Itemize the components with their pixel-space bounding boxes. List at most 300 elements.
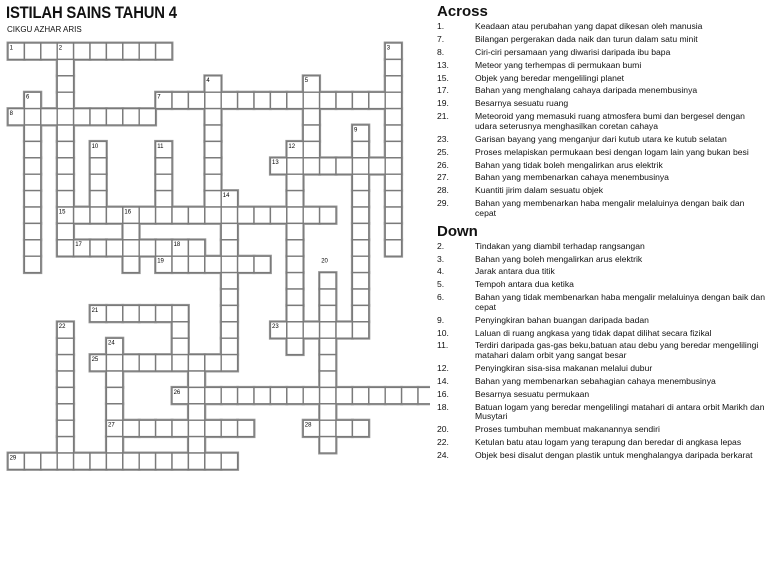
grid-cell[interactable] — [385, 240, 401, 256]
clue-text: Laluan di ruang angkasa yang tidak dapat dilihat secara fizikal — [475, 327, 712, 338]
grid-cell[interactable] — [188, 371, 204, 387]
grid-cell[interactable] — [238, 420, 254, 436]
grid-cell[interactable] — [57, 76, 73, 92]
grid-cell[interactable] — [287, 240, 303, 256]
grid-cell[interactable] — [238, 256, 254, 272]
grid-cell[interactable] — [336, 322, 352, 338]
puzzle-title: ISTILAH SAINS TAHUN 4 — [6, 4, 177, 22]
down-clue — [437, 451, 765, 461]
clue-text: Proses tumbuhan membuat makanannya sendiri — [475, 424, 660, 435]
grid-cell[interactable] — [156, 207, 172, 223]
clue-number: 23 — [272, 324, 279, 331]
grid-cell[interactable] — [24, 174, 40, 190]
grid-cell[interactable] — [90, 207, 106, 223]
grid-cell[interactable] — [74, 43, 90, 59]
grid-cell[interactable] — [139, 453, 155, 469]
grid-cell[interactable] — [352, 141, 368, 157]
grid-cell[interactable] — [221, 338, 237, 354]
grid-cell[interactable] — [385, 158, 401, 174]
grid-cell[interactable] — [156, 191, 172, 207]
clue-text: Bahan yang tidak boleh mengalirkan arus elektrik — [475, 159, 663, 170]
grid-cell[interactable] — [24, 453, 40, 469]
clue-number-label: 20. — [437, 424, 449, 435]
grid-cell[interactable] — [287, 207, 303, 223]
grid-cell[interactable] — [156, 420, 172, 436]
grid-cell[interactable] — [320, 387, 336, 403]
grid-cell[interactable] — [90, 240, 106, 256]
grid-cell[interactable] — [90, 43, 106, 59]
grid-cell[interactable] — [287, 322, 303, 338]
grid-cell[interactable] — [303, 207, 319, 223]
grid-cell[interactable] — [205, 207, 221, 223]
grid-cell[interactable] — [57, 174, 73, 190]
grid-cell[interactable] — [270, 387, 286, 403]
grid-cell[interactable] — [90, 174, 106, 190]
across-clue-list — [437, 22, 765, 218]
grid-cell[interactable] — [254, 207, 270, 223]
clue-text: Objek besi disalut dengan plastik untuk menghalangya daripada berkarat — [475, 449, 753, 460]
across-clue — [437, 199, 765, 218]
grid-cell[interactable] — [320, 207, 336, 223]
clue-text: Meteoroid yang memasuki ruang atmosfera bumi dan bergesel dengan udara seterusnya menghasilkan coretan cahaya — [475, 111, 745, 131]
grid-cell[interactable] — [320, 322, 336, 338]
grid-cell[interactable] — [57, 191, 73, 207]
grid-cell[interactable] — [57, 158, 73, 174]
grid-cell[interactable] — [172, 256, 188, 272]
grid-cell[interactable] — [172, 338, 188, 354]
grid-cell[interactable] — [336, 92, 352, 108]
grid-cell[interactable] — [238, 387, 254, 403]
clue-text: Besarnya sesuatu ruang — [475, 98, 569, 109]
grid-cell[interactable] — [221, 387, 237, 403]
grid-cell[interactable] — [24, 240, 40, 256]
grid-cell[interactable] — [123, 305, 139, 321]
clue-text: Ketulan batu atau logam yang terapung dan beredar di angkasa lepas — [475, 437, 742, 448]
clue-number-label: 15. — [437, 72, 449, 83]
clue-panel — [437, 2, 765, 464]
grid-cell[interactable] — [41, 109, 57, 125]
down-clue — [437, 403, 765, 422]
down-clue-list — [437, 242, 765, 461]
grid-cell[interactable] — [205, 125, 221, 141]
grid-cell[interactable] — [24, 207, 40, 223]
grid-cell[interactable] — [106, 371, 122, 387]
grid-cell[interactable] — [303, 322, 319, 338]
grid-cell[interactable] — [270, 92, 286, 108]
grid-cell[interactable] — [287, 289, 303, 305]
grid-cell[interactable] — [24, 141, 40, 157]
grid-cell[interactable] — [221, 223, 237, 239]
clue-number-label: 23. — [437, 133, 449, 144]
down-clue — [437, 364, 765, 374]
grid-cell[interactable] — [156, 305, 172, 321]
grid-cell[interactable] — [270, 207, 286, 223]
clue-number: 7 — [157, 94, 161, 101]
clue-number: 21 — [91, 307, 99, 314]
grid-cell[interactable] — [106, 453, 122, 469]
grid-cell[interactable] — [57, 371, 73, 387]
across-heading: Across — [437, 3, 488, 20]
grid-cell[interactable] — [123, 240, 139, 256]
grid-cell[interactable] — [57, 420, 73, 436]
grid-cell[interactable] — [188, 92, 204, 108]
grid-cell[interactable] — [352, 158, 368, 174]
grid-cell[interactable] — [74, 109, 90, 125]
grid-cell[interactable] — [74, 453, 90, 469]
clue-text: Terdiri daripada gas-gas beku,batuan atau debu yang beredar mengelilingi matahari dalam orbit yang sangat besar — [475, 340, 759, 361]
grid-cell[interactable] — [90, 158, 106, 174]
clue-text: Bahan yang boleh mengalirkan arus elektrik — [475, 253, 643, 264]
grid-cell[interactable] — [139, 109, 155, 125]
grid-cell[interactable] — [385, 76, 401, 92]
grid-cell[interactable] — [287, 256, 303, 272]
clue-number-label: 2. — [437, 240, 445, 251]
grid-cell[interactable] — [352, 273, 368, 289]
grid-cell[interactable] — [369, 92, 385, 108]
grid-cell[interactable] — [205, 109, 221, 125]
grid-cell[interactable] — [57, 141, 73, 157]
grid-cell[interactable] — [221, 420, 237, 436]
clue-number-label: 4. — [437, 266, 445, 277]
down-clue — [437, 377, 765, 387]
grid-cell[interactable] — [352, 191, 368, 207]
grid-cell[interactable] — [57, 355, 73, 371]
clue-number-label: 5. — [437, 279, 445, 290]
grid-cell[interactable] — [139, 355, 155, 371]
grid-cell[interactable] — [106, 240, 122, 256]
grid-cell[interactable] — [205, 158, 221, 174]
grid-cell[interactable] — [320, 420, 336, 436]
grid-cell[interactable] — [106, 305, 122, 321]
grid-cell[interactable] — [303, 109, 319, 125]
grid-cell[interactable] — [303, 141, 319, 157]
grid-cell[interactable] — [156, 355, 172, 371]
clue-text: Bahan yang membenarkan cahaya menembusinya — [475, 172, 669, 183]
grid-cell[interactable] — [90, 109, 106, 125]
clue-number: 3 — [386, 45, 391, 52]
grid-cell[interactable] — [205, 420, 221, 436]
grid-cell[interactable] — [385, 59, 401, 75]
grid-cell[interactable] — [57, 109, 73, 125]
grid-cell[interactable] — [74, 207, 90, 223]
grid-cell[interactable] — [156, 174, 172, 190]
grid-cell[interactable] — [41, 453, 57, 469]
grid-cell[interactable] — [402, 387, 418, 403]
clue-number-label: 6. — [437, 292, 445, 303]
clue-number-label: 22. — [437, 437, 449, 448]
grid-cell[interactable] — [188, 453, 204, 469]
grid-cell[interactable] — [352, 420, 368, 436]
grid-cell[interactable] — [139, 305, 155, 321]
grid-cell[interactable] — [320, 437, 336, 453]
grid-cell[interactable] — [336, 387, 352, 403]
grid-cell[interactable] — [221, 92, 237, 108]
grid-cell[interactable] — [352, 207, 368, 223]
clue-number-label: 8. — [437, 46, 445, 57]
grid-cell[interactable] — [123, 453, 139, 469]
grid-cell[interactable] — [156, 240, 172, 256]
clue-number: 11 — [157, 143, 164, 150]
grid-cell[interactable] — [385, 387, 401, 403]
grid-cell[interactable] — [336, 158, 352, 174]
grid-cell[interactable] — [352, 240, 368, 256]
clue-number-label: 7. — [437, 33, 445, 44]
grid-cell[interactable] — [106, 207, 122, 223]
clue-number: 8 — [9, 111, 13, 117]
clue-number-label: 10. — [437, 327, 449, 338]
grid-cell[interactable] — [156, 43, 172, 59]
clue-text: Bahan yang menghalang cahaya daripada menembusinya — [475, 85, 698, 96]
clue-number: 16 — [124, 209, 132, 216]
grid-cell[interactable] — [385, 92, 401, 108]
grid-cell[interactable] — [205, 92, 221, 108]
clue-number-label: 1. — [437, 21, 445, 31]
clue-number: 26 — [173, 389, 181, 396]
grid-cell[interactable] — [385, 141, 401, 157]
grid-cell[interactable] — [57, 338, 73, 354]
across-clue — [437, 135, 765, 145]
clue-number: 10 — [91, 143, 99, 150]
grid-cell[interactable] — [320, 338, 336, 354]
clue-text: Bahan yang membenarkan haba mengalir melaluinya dengan baik dan cepat — [475, 198, 745, 218]
grid-cell[interactable] — [369, 387, 385, 403]
grid-cell[interactable] — [303, 92, 319, 108]
grid-cell[interactable] — [352, 289, 368, 305]
grid-cell[interactable] — [287, 92, 303, 108]
grid-cell[interactable] — [385, 109, 401, 125]
grid-cell[interactable] — [156, 453, 172, 469]
grid-cell[interactable] — [156, 158, 172, 174]
grid-cell[interactable] — [106, 387, 122, 403]
clue-number: 5 — [304, 78, 309, 85]
grid-cell[interactable] — [188, 437, 204, 453]
grid-cell[interactable] — [352, 387, 368, 403]
grid-cell[interactable] — [123, 256, 139, 272]
grid-cell[interactable] — [205, 141, 221, 157]
across-clue — [437, 48, 765, 58]
clue-number-label: 12. — [437, 362, 449, 373]
down-clue — [437, 293, 765, 312]
grid-cell[interactable] — [287, 158, 303, 174]
grid-cell[interactable] — [221, 273, 237, 289]
grid-cell[interactable] — [221, 322, 237, 338]
grid-cell[interactable] — [123, 355, 139, 371]
across-clue — [437, 35, 765, 45]
grid-cell[interactable] — [57, 437, 73, 453]
grid-cell[interactable] — [385, 191, 401, 207]
grid-cell[interactable] — [238, 207, 254, 223]
grid-cell[interactable] — [57, 240, 73, 256]
grid-cell[interactable] — [90, 453, 106, 469]
grid-cell[interactable] — [254, 387, 270, 403]
grid-cell[interactable] — [385, 223, 401, 239]
grid-cell[interactable] — [139, 420, 155, 436]
grid-cell[interactable] — [57, 453, 73, 469]
clue-number-label: 25. — [437, 146, 449, 157]
down-clue — [437, 390, 765, 400]
grid-cell[interactable] — [369, 158, 385, 174]
clue-text: Batuan logam yang beredar mengelilingi matahari di antara orbit Marikh dan Musytari — [475, 401, 765, 422]
clue-text: Objek yang beredar mengelilingi planet — [475, 72, 625, 83]
grid-cell[interactable] — [24, 191, 40, 207]
grid-cell[interactable] — [172, 207, 188, 223]
grid-cell[interactable] — [205, 453, 221, 469]
grid-cell[interactable] — [205, 174, 221, 190]
grid-cell[interactable] — [303, 158, 319, 174]
grid-cell[interactable] — [352, 305, 368, 321]
clue-number-label: 14. — [437, 375, 449, 386]
grid-cell[interactable] — [172, 322, 188, 338]
grid-cell[interactable] — [106, 355, 122, 371]
grid-cell[interactable] — [57, 387, 73, 403]
grid-cell[interactable] — [205, 355, 221, 371]
clue-number: 25 — [91, 357, 99, 363]
grid-cell[interactable] — [352, 223, 368, 239]
down-clue — [437, 242, 765, 252]
grid-cell[interactable] — [287, 338, 303, 354]
grid-cell[interactable] — [287, 305, 303, 321]
clue-number: 29 — [9, 455, 17, 462]
grid-cell[interactable] — [287, 223, 303, 239]
clue-number: 28 — [304, 422, 312, 429]
grid-cell[interactable] — [221, 240, 237, 256]
clue-number-label: 3. — [437, 253, 445, 264]
grid-cell[interactable] — [320, 289, 336, 305]
grid-cell[interactable] — [352, 174, 368, 190]
clue-text: Garisan bayang yang menganjur dari kutub utara ke kutub selatan — [475, 133, 727, 144]
grid-cell[interactable] — [385, 174, 401, 190]
grid-cell[interactable] — [188, 420, 204, 436]
grid-cell[interactable] — [24, 43, 40, 59]
grid-cell[interactable] — [385, 207, 401, 223]
across-clue — [437, 173, 765, 183]
grid-cell[interactable] — [172, 453, 188, 469]
clue-number: 1 — [9, 45, 13, 52]
grid-cell[interactable] — [221, 256, 237, 272]
clue-text: Ciri-ciri persamaan yang diwarisi daripada ibu bapa — [475, 46, 671, 57]
grid-cell[interactable] — [57, 223, 73, 239]
grid-cell[interactable] — [205, 256, 221, 272]
grid-cell[interactable] — [320, 305, 336, 321]
grid-cell[interactable] — [106, 109, 122, 125]
clue-text: Penyingkiran bahan buangan daripada badan — [475, 314, 649, 325]
clue-number: 4 — [206, 78, 210, 85]
grid-cell[interactable] — [106, 437, 122, 453]
grid-cell[interactable] — [57, 125, 73, 141]
clue-number: 22 — [58, 324, 66, 331]
down-clue — [437, 438, 765, 448]
grid-cell[interactable] — [24, 109, 40, 125]
grid-cell[interactable] — [238, 92, 254, 108]
grid-cell[interactable] — [320, 158, 336, 174]
grid-cell[interactable] — [336, 420, 352, 436]
across-clue — [437, 148, 765, 158]
grid-cell[interactable] — [320, 404, 336, 420]
grid-cell[interactable] — [352, 256, 368, 272]
clue-text: Penyingkiran sisa-sisa makanan melalui dubur — [475, 362, 653, 373]
grid-cell[interactable] — [254, 256, 270, 272]
grid-cell[interactable] — [172, 305, 188, 321]
grid-cell[interactable] — [123, 420, 139, 436]
grid-cell[interactable] — [320, 355, 336, 371]
across-clue — [437, 61, 765, 71]
grid-cell[interactable] — [254, 92, 270, 108]
grid-cell[interactable] — [139, 240, 155, 256]
grid-cell[interactable] — [24, 158, 40, 174]
grid-cell[interactable] — [57, 92, 73, 108]
grid-cell[interactable] — [385, 125, 401, 141]
grid-cell[interactable] — [287, 191, 303, 207]
grid-cell[interactable] — [90, 191, 106, 207]
clue-number: 15 — [58, 209, 66, 216]
grid-cell[interactable] — [287, 174, 303, 190]
grid-cell[interactable] — [303, 387, 319, 403]
grid-cell[interactable] — [221, 289, 237, 305]
grid-cell[interactable] — [352, 322, 368, 338]
grid-cell[interactable] — [221, 207, 237, 223]
grid-cell[interactable] — [172, 420, 188, 436]
across-clue — [437, 86, 765, 96]
across-clue — [437, 186, 765, 196]
grid-cell[interactable] — [352, 92, 368, 108]
clue-number-label: 9. — [437, 314, 445, 325]
grid-cell[interactable] — [41, 43, 57, 59]
grid-cell[interactable] — [172, 92, 188, 108]
grid-cell[interactable] — [287, 387, 303, 403]
grid-cell[interactable] — [418, 387, 430, 403]
grid-cell[interactable] — [57, 59, 73, 75]
grid-cell[interactable] — [320, 371, 336, 387]
grid-cell[interactable] — [172, 355, 188, 371]
grid-cell[interactable] — [24, 256, 40, 272]
grid-cell[interactable] — [106, 43, 122, 59]
clue-text: Jarak antara dua titik — [475, 266, 555, 277]
down-clue — [437, 329, 765, 339]
grid-cell[interactable] — [123, 43, 139, 59]
grid-cell[interactable] — [287, 273, 303, 289]
grid-cell[interactable] — [188, 207, 204, 223]
grid-cell[interactable] — [188, 355, 204, 371]
grid-cell[interactable] — [106, 404, 122, 420]
clue-number-label: 11. — [437, 340, 449, 351]
grid-cell[interactable] — [320, 92, 336, 108]
grid-cell[interactable] — [221, 453, 237, 469]
grid-cell[interactable] — [139, 207, 155, 223]
clue-number-label: 17. — [437, 85, 449, 96]
grid-cell[interactable] — [188, 387, 204, 403]
grid-cell[interactable] — [320, 273, 336, 289]
grid-cell[interactable] — [205, 191, 221, 207]
grid-cell[interactable] — [188, 404, 204, 420]
grid-cell[interactable] — [57, 404, 73, 420]
grid-cell[interactable] — [303, 125, 319, 141]
grid-cell[interactable] — [188, 256, 204, 272]
grid-cell[interactable] — [24, 125, 40, 141]
clue-number: 20 — [321, 258, 328, 265]
grid-cell[interactable] — [139, 43, 155, 59]
grid-cell[interactable] — [188, 240, 204, 256]
grid-cell[interactable] — [205, 387, 221, 403]
grid-cell[interactable] — [221, 355, 237, 371]
grid-cell[interactable] — [221, 305, 237, 321]
grid-cell[interactable] — [123, 223, 139, 239]
puzzle-author: CIKGU AZHAR ARIS — [7, 25, 82, 34]
grid-cell[interactable] — [123, 109, 139, 125]
grid-cell[interactable] — [24, 223, 40, 239]
clue-number: 27 — [108, 422, 115, 429]
clue-number-label: 18. — [437, 401, 449, 412]
clue-number-label: 19. — [437, 98, 449, 109]
